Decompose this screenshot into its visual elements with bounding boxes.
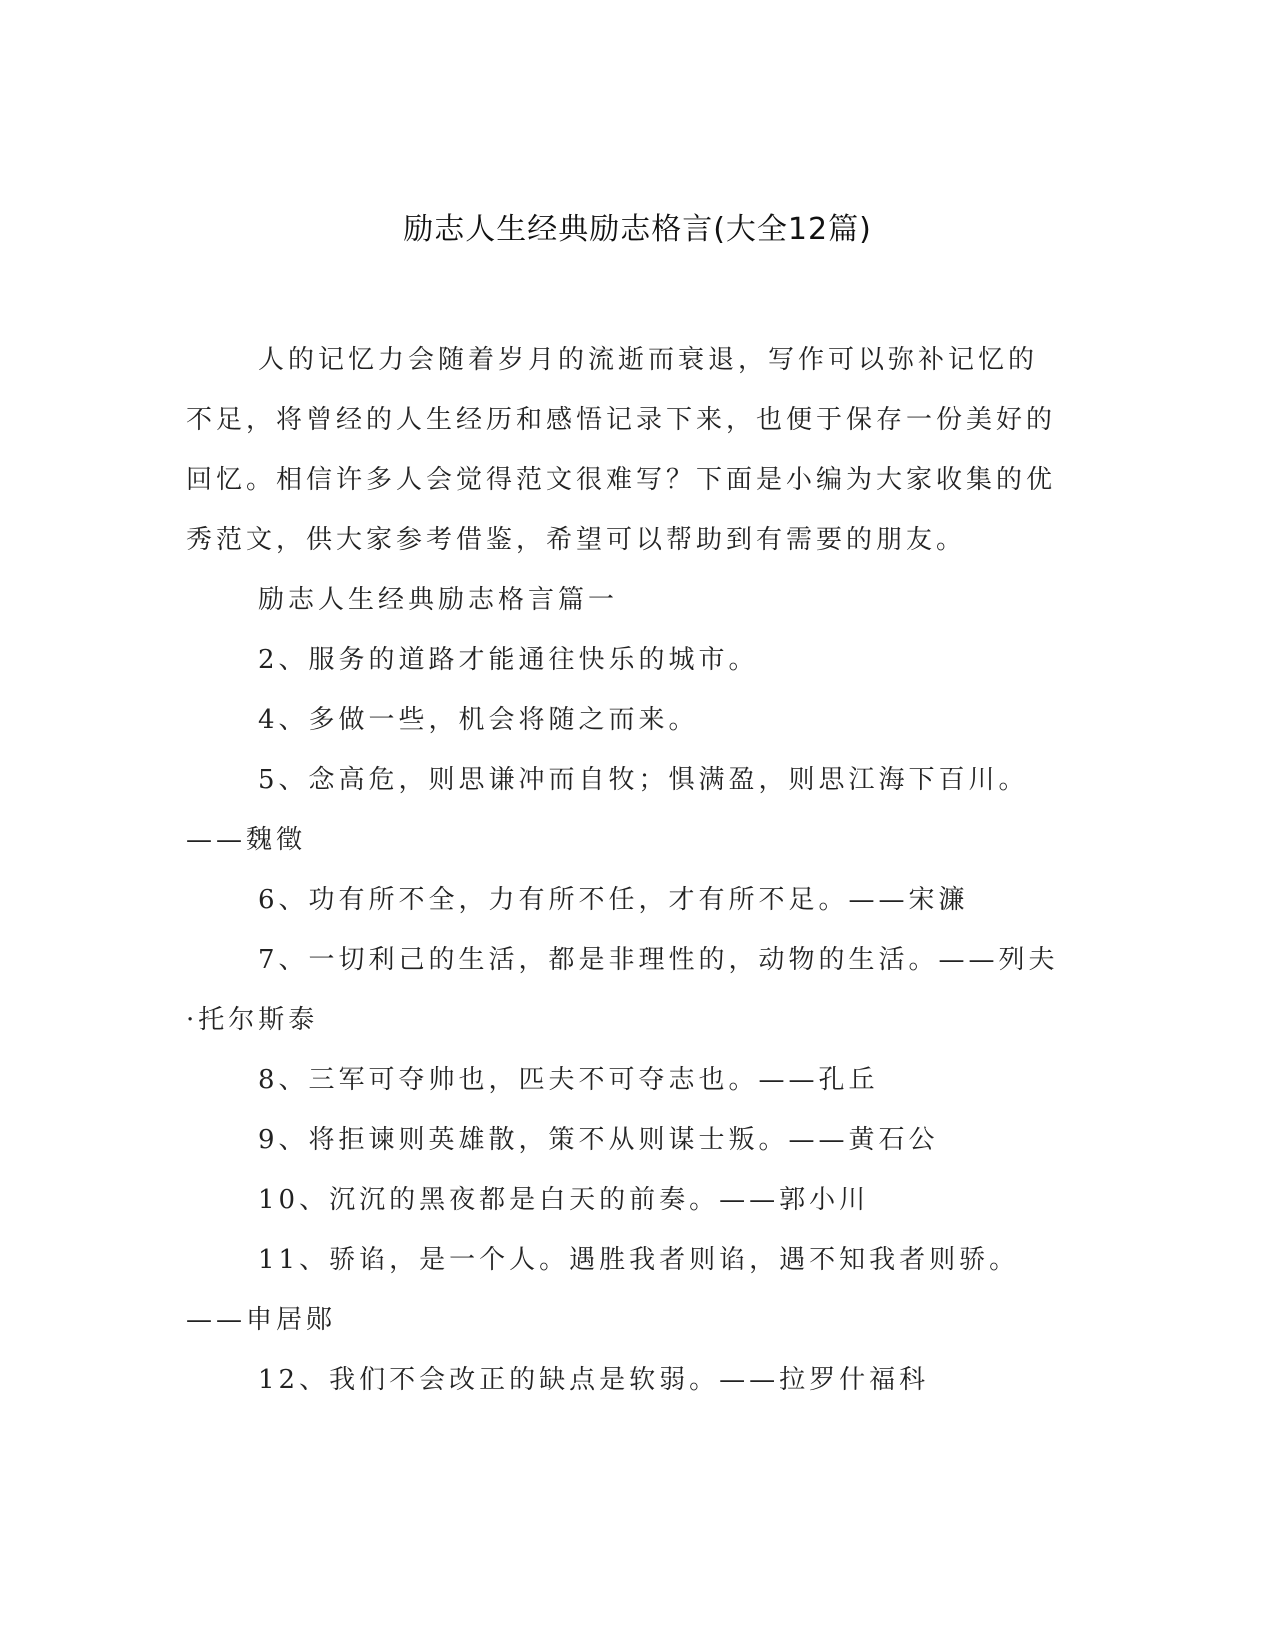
quote-item: 12、我们不会改正的缺点是软弱。——拉罗什福科 xyxy=(258,1365,930,1395)
quote-item: 9、将拒谏则英雄散，策不从则谋士叛。——黄石公 xyxy=(258,1125,939,1155)
quote-item: 11、骄谄，是一个人。遇胜我者则谄，遇不知我者则骄。——申居郧 xyxy=(186,1245,1020,1335)
intro-paragraph: 人的记忆力会随着岁月的流逝而衰退，写作可以弥补记忆的不足，将曾经的人生经历和感悟记录下来，也便于保存一份美好的回忆。相信许多人会觉得范文很难写？下面是小编为大家收集的优秀范文，供大家参考借鉴，希望可以帮助到有需要的朋友。 xyxy=(186,345,1057,555)
section-heading: 励志人生经典励志格言篇一 xyxy=(258,585,619,615)
quote-item: 4、多做一些，机会将随之而来。 xyxy=(258,705,699,735)
document-body xyxy=(186,330,1066,1410)
quote-item: 6、功有所不全，力有所不任，才有所不足。——宋濂 xyxy=(258,885,969,915)
document-title: 励志人生经典励志格言(大全12篇) xyxy=(403,212,872,247)
quote-item: 2、服务的道路才能通往快乐的城市。 xyxy=(258,645,759,675)
quote-item: 7、一切利己的生活，都是非理性的，动物的生活。——列夫·托尔斯泰 xyxy=(186,945,1059,1035)
quote-item: 10、沉沉的黑夜都是白天的前奏。——郭小川 xyxy=(258,1185,870,1215)
quote-item: 5、念高危，则思谦冲而自牧；惧满盈，则思江海下百川。——魏徵 xyxy=(186,765,1029,855)
quote-item: 8、三军可夺帅也，匹夫不可夺志也。——孔丘 xyxy=(258,1065,879,1095)
